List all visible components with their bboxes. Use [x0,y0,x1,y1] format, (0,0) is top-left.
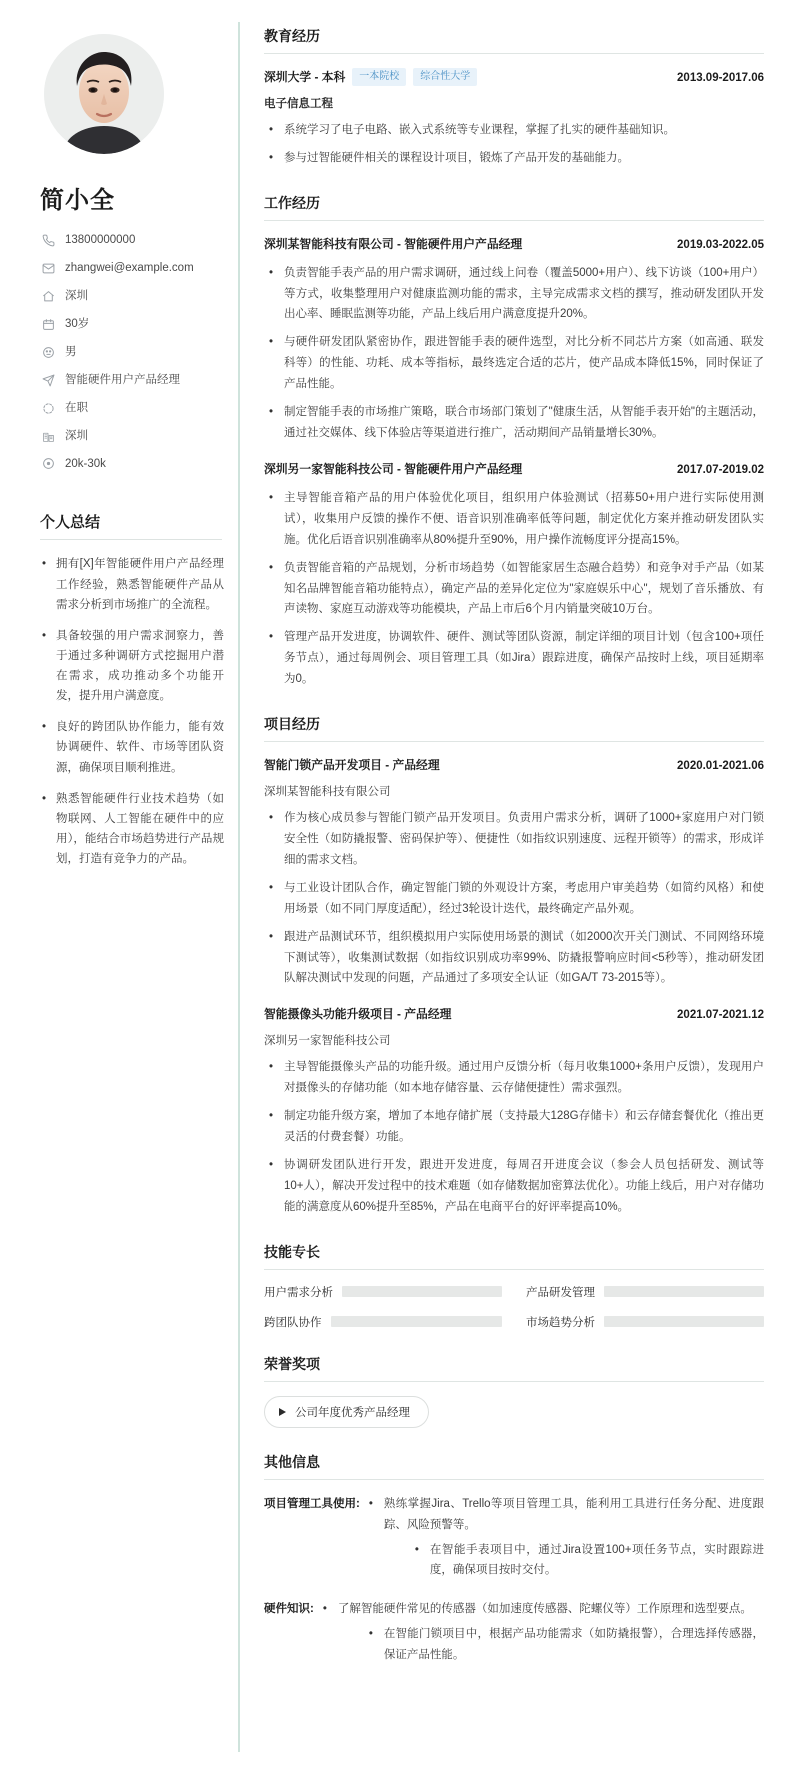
list-item: • 制定智能手表的市场推广策略，联合市场部门策划了"健康生活，从智能手表开始"的主题活动，通过社交媒体、线下体验店等渠道进行推广，活动期间产品销量增长30%。 [264,402,764,444]
contact-item-gender [40,345,216,360]
section-title: 项目经历 [264,714,764,742]
list-item: • 作为核心成员参与智能门锁产品开发项目。负责用户需求分析，调研了1000+家庭用户对门锁安全性（如防撬报警、密码保护等）、便捷性（如指纹识别速度、远程开锁等）的需求，形成详细的需求文档。 [264,808,764,871]
skill-row [526,1314,764,1330]
skill-row [264,1284,502,1300]
play-triangle-icon [279,1408,286,1416]
other-info-values [320,1599,764,1670]
contact-value: 20k-30k [65,457,106,470]
project-entry [264,1005,764,1217]
contact-value: 深圳 [65,289,88,302]
list-item: • 在智能门锁项目中，根据产品功能需求（如防撬报警），合理选择传感器，保证产品性能。 [366,1624,764,1666]
entry-header [264,1005,764,1024]
entry-header [264,235,764,254]
skill-label: 产品研发管理 [526,1286,595,1299]
contact-list [40,233,216,471]
section-skills [264,1242,764,1330]
project-bullets [264,1057,764,1217]
list-item: • 管理产品开发进度，协调软件、硬件、测试等团队资源，制定详细的项目计划（包含100+项任务节点），通过每周例会、项目管理工具（如Jira）跟踪进度，确保产品按时上线，项目延期率为0。 [264,627,764,690]
sidebar [0,0,238,1774]
contact-value: 13800000000 [65,234,136,246]
section-other-info [264,1452,764,1670]
entry-date: 2021.07-2021.12 [677,1009,764,1022]
work-entry [264,235,764,444]
skill-grid [264,1284,764,1330]
home-icon [40,290,56,303]
entry-title-group [264,68,477,87]
section-projects [264,714,764,1218]
honor-label: 公司年度优秀产品经理 [295,1406,410,1419]
list-item: • 主导智能音箱产品的用户体验优化项目，组织用户体验测试（招募50+用户进行实际使用测试），收集用户反馈的操作不便、语音识别准确率低等问题，制定优化方案并推动研发团队实施。优化后语音识别准确率从80%提升至90%，用户操作流畅度评分提高15%。 [264,488,764,551]
list-item: • 负责智能音箱的产品规划，分析市场趋势（如智能家居生态融合趋势）和竞争对手产品（如某知名品牌智能音箱功能特点），确定产品的差异化定位为"家庭娱乐中心"，规划了音乐播放、有声读物、家庭互动游戏等功能模块，产品上市后6个月内销量突破10万台。 [264,558,764,621]
entry-header [264,460,764,479]
project-org: 深圳某智能科技有限公司 [264,786,391,799]
contact-item-age [40,317,216,332]
list-item: • 协调研发团队进行开发，跟进开发进度，每周召开进度会议（参会人员包括研发、测试等10+人），解决开发过程中的技术难题（如存储数据加密算法优化）。功能上线后，用户对存储功能的满意度从60%提升至85%，产品在电商平台的好评率提高10%。 [264,1155,764,1218]
section-title: 技能专长 [264,1242,764,1270]
contact-value: 智能硬件用户产品经理 [65,373,180,386]
section-title: 荣誉奖项 [264,1354,764,1382]
gender-icon [40,346,56,359]
work-bullets [264,263,764,444]
list-item: • 拥有[X]年智能硬件用户产品经理工作经验，熟悉智能硬件产品从需求分析到市场推广的全流程。 [40,554,224,614]
skill-label: 用户需求分析 [264,1286,333,1299]
entry-title-group [264,756,440,775]
paper-plane-icon [40,374,56,387]
company-and-role: 深圳某智能科技有限公司 - 智能硬件用户产品经理 [264,236,523,251]
entry-title-group [264,460,522,479]
entry-date: 2019.03-2022.05 [677,238,764,251]
entry-title-group [264,1005,451,1024]
list-item: • 系统学习了电子电路、嵌入式系统等专业课程，掌握了扎实的硬件基础知识。 [264,120,764,141]
contact-item-city [40,429,216,444]
project-and-role: 智能摄像头功能升级项目 - 产品经理 [264,1007,452,1022]
entry-date: 2013.09-2017.06 [677,72,764,84]
project-entry [264,756,764,989]
section-education [264,26,764,169]
section-work-experience [264,193,764,690]
contact-item-email [40,261,216,276]
contact-item-salary [40,457,216,472]
person-name: 简小全 [40,187,115,214]
contact-value: zhangwei@example.com [65,261,194,274]
contact-value: 深圳 [65,429,88,442]
section-title: 教育经历 [264,26,764,54]
section-title: 其他信息 [264,1452,764,1480]
other-info-key: 硬件知识: [264,1603,314,1616]
salary-icon [40,457,56,470]
school-name: 深圳大学 - 本科 [264,70,346,84]
list-item: • 主导智能摄像头产品的功能升级。通过用户反馈分析（每月收集1000+条用户反馈），发现用户对摄像头的存储功能（如本地存储容量、云存储便捷性）需求强烈。 [264,1057,764,1099]
entry-header [264,68,764,87]
entry-header [264,756,764,775]
mail-icon [40,262,56,275]
skill-label: 跨团队协作 [264,1316,322,1329]
honor-chip[interactable] [264,1396,429,1428]
list-item: • 良好的跨团队协作能力，能有效协调硬件、软件、市场等团队资源，确保项目顺利推进。 [40,717,224,777]
major-name: 电子信息工程 [264,97,333,110]
list-item: • 了解智能硬件常见的传感器（如加速度传感器、陀螺仪等）工作原理和选型要点。 [320,1599,764,1620]
other-info-values [366,1494,764,1586]
entry-title-group [264,235,522,254]
avatar [44,34,164,154]
list-item: • 熟悉智能硬件行业技术趋势（如物联网、人工智能在硬件中的应用），能结合市场趋势进行产品规划，打造有竞争力的产品。 [40,789,224,870]
avatar-photo [44,34,164,154]
calendar-icon [40,318,56,331]
list-item: • 参与过智能硬件相关的课程设计项目，锻炼了产品开发的基础能力。 [264,148,764,169]
summary-section-title: 个人总结 [40,511,222,540]
skill-progress-track [604,1286,764,1297]
company-and-role: 深圳另一家智能科技公司 - 智能硬件用户产品经理 [264,461,523,476]
list-item: • 制定功能升级方案，增加了本地存储扩展（支持最大128G存储卡）和云存储套餐优化（推出更灵活的付费套餐）功能。 [264,1106,764,1148]
building-icon [40,430,56,443]
contact-value: 30岁 [65,317,90,330]
contact-value: 男 [65,345,77,358]
phone-icon [40,234,56,247]
list-item: • 负责智能手表产品的用户需求调研，通过线上问卷（覆盖5000+用户）、线下访谈（100+用户）等方式，收集整理用户对健康监测功能的需求，主导完成需求文档的撰写，推动研发团队开发出心率、睡眠监测等功能，产品上线后用户满意度提升20%。 [264,263,764,326]
education-entry [264,68,764,169]
contact-item-location [40,289,216,304]
education-tag: 综合性大学 [413,68,477,86]
work-bullets [264,488,764,690]
section-title: 工作经历 [264,193,764,221]
contact-item-phone [40,233,216,248]
other-info-row [264,1494,764,1586]
summary-list [40,554,224,869]
status-circle-icon [40,402,56,415]
work-entry [264,460,764,690]
skill-row [264,1314,502,1330]
main-content [240,0,794,1774]
skill-label: 市场趋势分析 [526,1316,595,1329]
education-tag: 一本院校 [352,68,406,86]
other-info-key: 项目管理工具使用: [264,1497,360,1510]
skill-row [526,1284,764,1300]
list-item: • 在智能手表项目中，通过Jira设置100+项任务节点，实时跟踪进度，确保项目按时交付。 [412,1540,764,1582]
list-item: • 跟进产品测试环节，组织模拟用户实际使用场景的测试（如2000次开关门测试、不同网络环境下测试等），收集测试数据（如指纹识别成功率99%、防撬报警响应时间<5秒等），推动研发团队解决测试中发现的问题，产品通过了多项安全认证（如GA/T 73-2015等）。 [264,927,764,990]
list-item: • 与工业设计团队合作，确定智能门锁的外观设计方案，考虑用户审美趋势（如简约风格）和使用场景（如不同门厚度适配），经过3轮设计迭代，最终确定产品外观。 [264,878,764,920]
list-item: • 具备较强的用户需求洞察力，善于通过多种调研方式挖掘用户潜在需求，成功推动多个功能开发，提升用户满意度。 [40,626,224,707]
skill-progress-track [331,1316,503,1327]
list-item: • 熟练掌握Jira、Trello等项目管理工具，能利用工具进行任务分配、进度跟踪、风险预警等。 [366,1494,764,1536]
entry-date: 2020.01-2021.06 [677,760,764,773]
section-honors [264,1354,764,1428]
other-info-row [264,1599,764,1670]
contact-value: 在职 [65,401,88,414]
list-item: • 与硬件研发团队紧密协作，跟进智能手表的硬件选型，对比分析不同芯片方案（如高通、联发科等）的性能、功耗、成本等指标，最终选定合适的芯片，使产品成本降低15%，同时保证了产品性能。 [264,332,764,395]
entry-date: 2017.07-2019.02 [677,463,764,476]
project-org: 深圳另一家智能科技公司 [264,1035,391,1048]
project-and-role: 智能门锁产品开发项目 - 产品经理 [264,758,440,773]
skill-progress-track [604,1316,764,1327]
project-bullets [264,808,764,989]
education-bullets [264,120,764,169]
contact-item-status [40,401,216,416]
skill-progress-track [342,1286,502,1297]
contact-item-position [40,373,216,388]
